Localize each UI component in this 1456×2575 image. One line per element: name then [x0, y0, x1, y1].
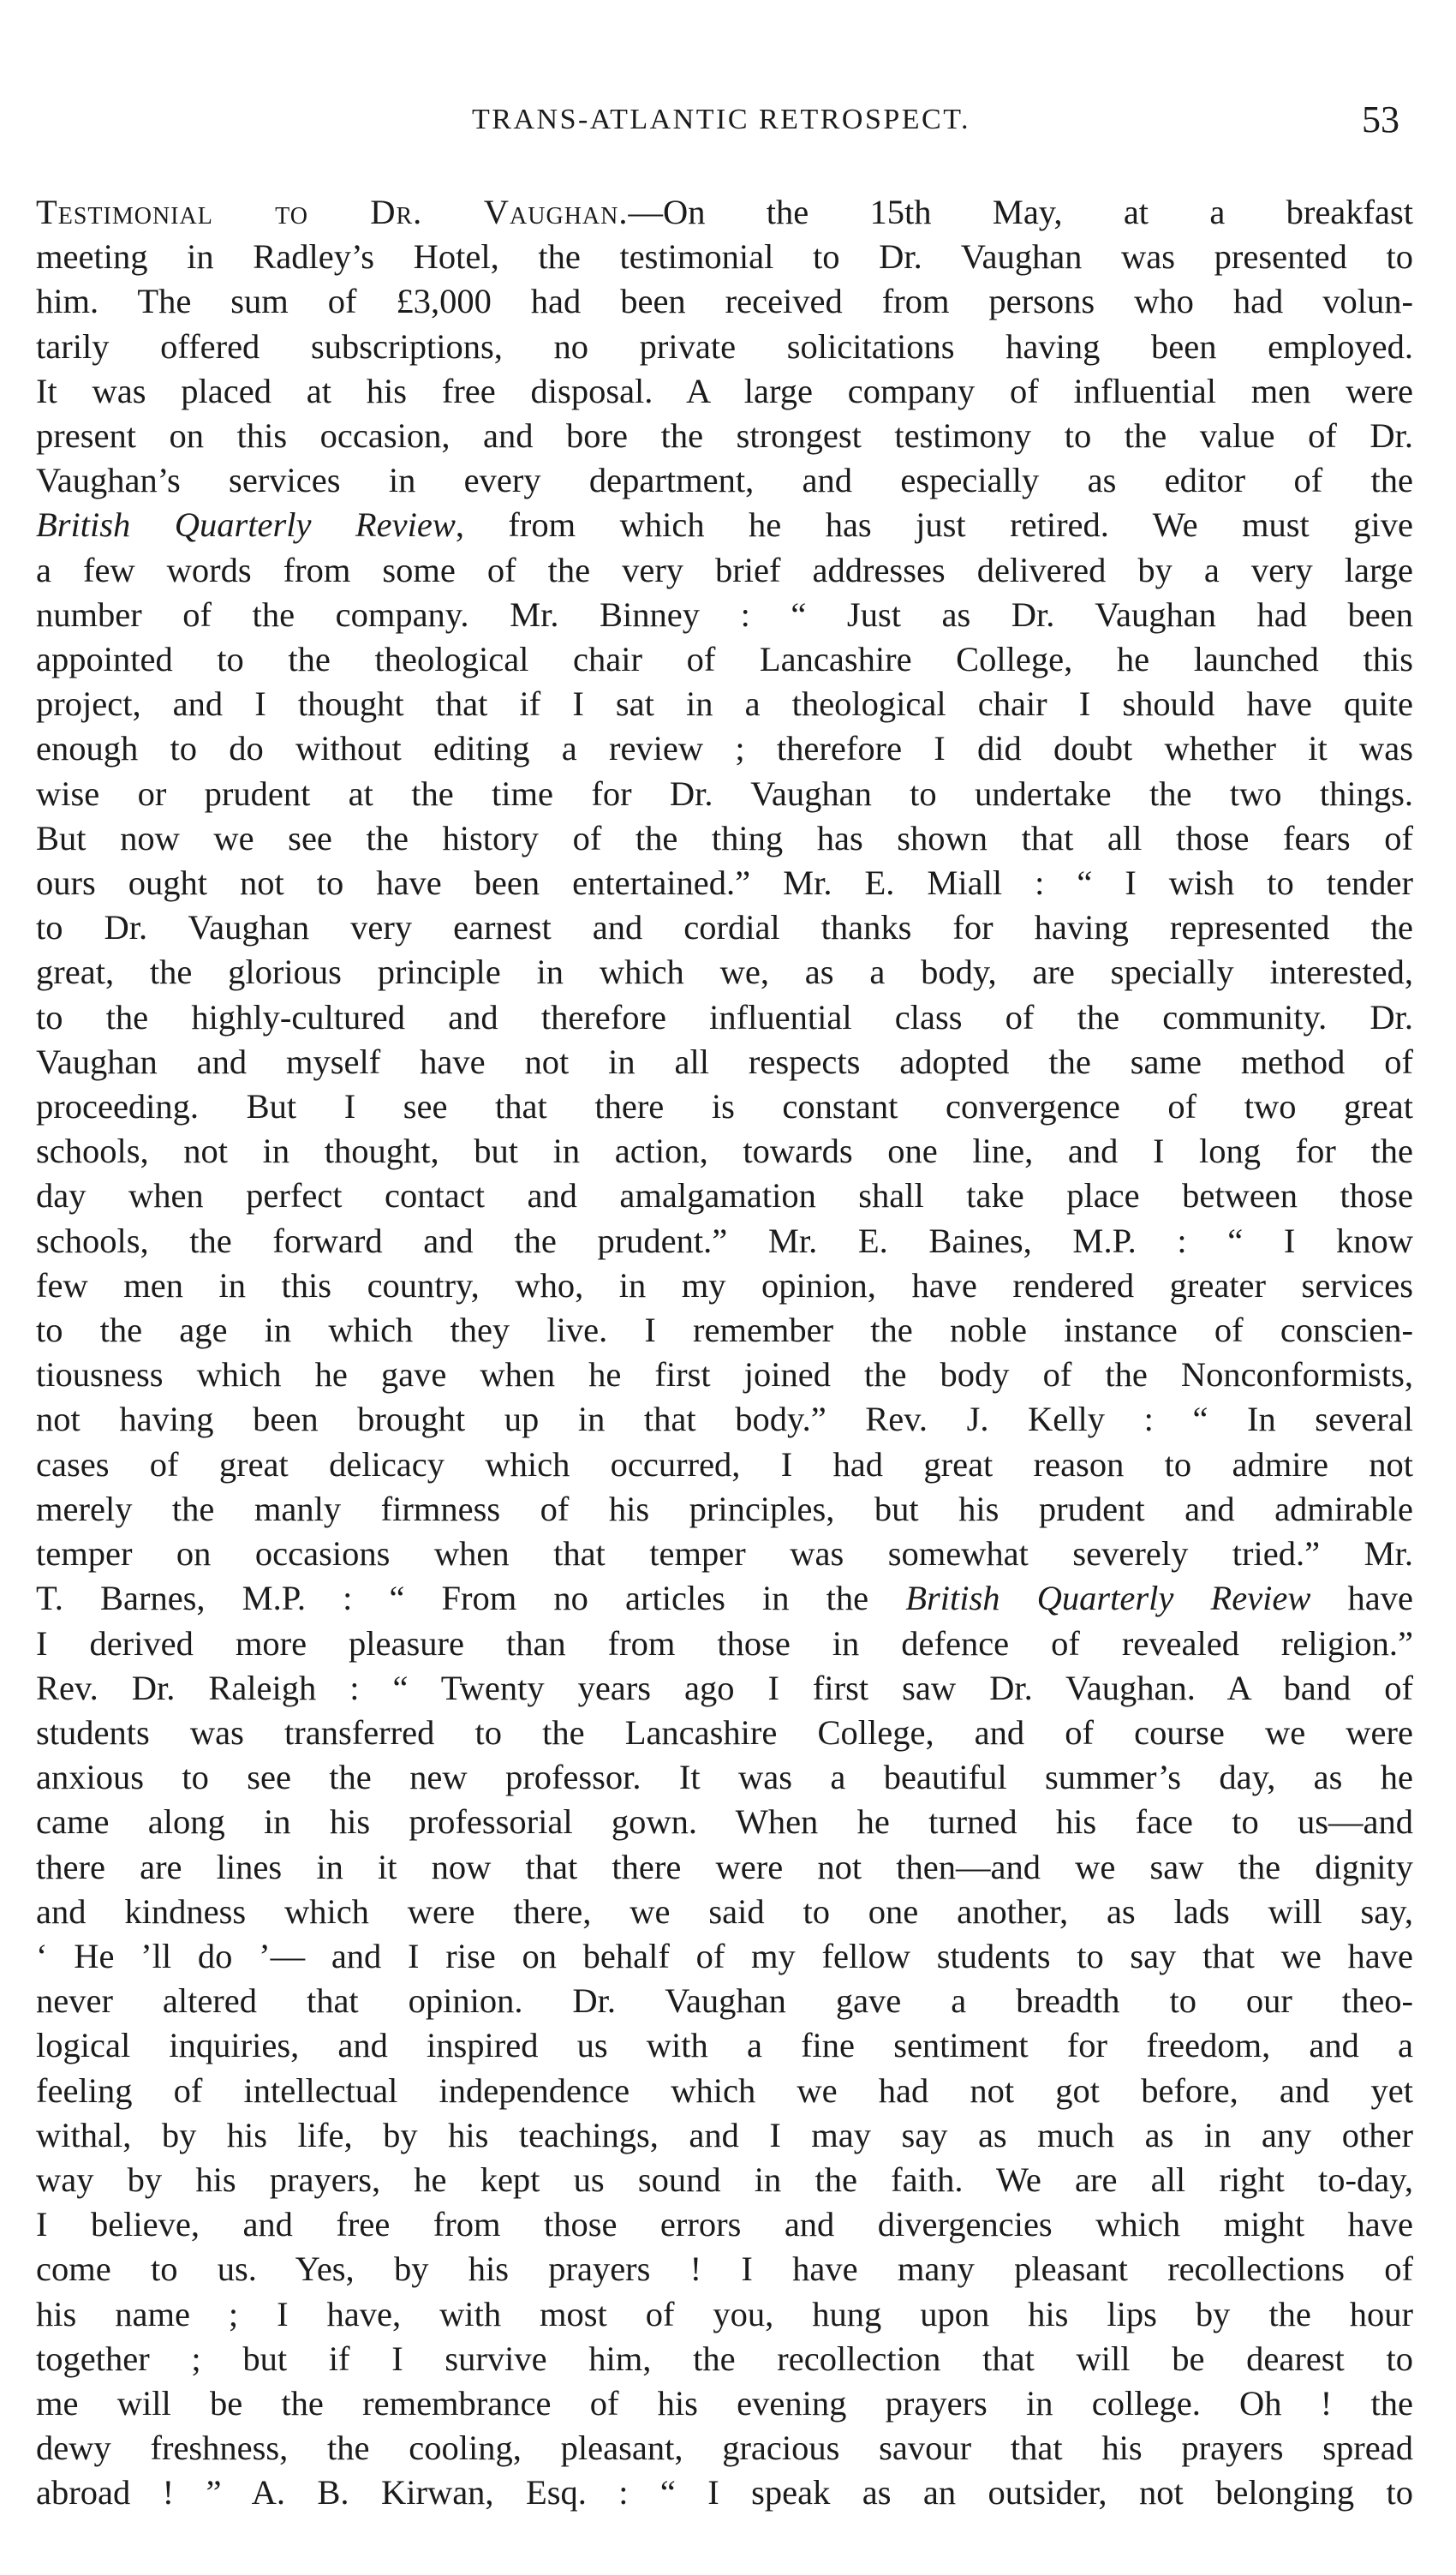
text-line: to the age in which they live. I remember the noble instance of conscien- [36, 1311, 1413, 1350]
page-number: 53 [1362, 99, 1399, 140]
text-line: tarily offered subscriptions, no private solicitations having been employed. [36, 326, 1413, 366]
text-line: ours ought not to have been entertained.” Mr. E. Miall : “ I wish to tender [36, 863, 1413, 903]
text-line: Rev. Dr. Raleigh : “ Twenty years ago I first saw Dr. Vaughan. A band of [36, 1668, 1413, 1707]
text-line: temper on occasions when that temper was somewhat severely tried.” Mr. [36, 1534, 1413, 1574]
text-line: me will be the remembrance of his evening prayers in college. Oh ! the [36, 2383, 1413, 2423]
text-line: dewy freshness, the cooling, pleasant, gracious savour that his prayers spread [36, 2429, 1413, 2468]
text-line: him. The sum of £3,000 had been received from persons who had volun- [36, 282, 1413, 321]
text-line: there are lines in it now that there were not then—and we saw the dignity [36, 1847, 1413, 1886]
text-line: ‘ He ’ll do ’— and I rise on behalf of my fellow students to say that we have [36, 1936, 1413, 1975]
text-line: day when perfect contact and amalgamation shall take place between those [36, 1176, 1413, 1216]
text-line: project, and I thought that if I sat in a theological chair I should have quite [36, 684, 1413, 724]
text-line: logical inquiries, and inspired us with a fine sentiment for freedom, and a [36, 2026, 1413, 2065]
text-line: abroad ! ” A. B. Kirwan, Esq. : “ I speak as an outsider, not belonging to [36, 2473, 1413, 2512]
text-line: I derived more pleasure than from those in defence of revealed religion.” [36, 1623, 1413, 1663]
text-line: not having been brought up in that body.” Rev. J. Kelly : “ In several [36, 1400, 1413, 1439]
section-heading: Testimonial to Dr. Vaughan. [36, 193, 629, 231]
text-line: merely the manly firmness of his principles, but his prudent and admirable [36, 1489, 1413, 1528]
text-line: few men in this country, who, in my opinion, have rendered greater services [36, 1265, 1413, 1305]
review-title-italic: British Quarterly Review [905, 1579, 1311, 1618]
running-title: TRANS-ATLANTIC RETROSPECT. [472, 104, 970, 135]
text-line: and kindness which were there, we said to one another, as lads will say, [36, 1891, 1413, 1931]
text-line [36, 503, 1413, 547]
text-line: great, the glorious principle in which we, as a body, are specially interested, [36, 953, 1413, 992]
text-line: to the highly-cultured and therefore influential class of the community. Dr. [36, 997, 1413, 1037]
text-line: withal, by his life, by his teachings, and I may say as much as in any other [36, 2115, 1413, 2154]
text-line [36, 1576, 1413, 1621]
text-line: to Dr. Vaughan very earnest and cordial thanks for having represented the [36, 908, 1413, 947]
text-line: cases of great delicacy which occurred, I had great reason to admire not [36, 1444, 1413, 1484]
running-head [36, 94, 1406, 146]
text-line: anxious to see the new professor. It was a beautiful summer’s day, as he [36, 1758, 1413, 1797]
text-line: never altered that opinion. Dr. Vaughan gave a breadth to our theo- [36, 1981, 1413, 2021]
text-line-8-rest: , from which he has just retired. We must give [455, 505, 1413, 545]
text-line: a few words from some of the very brief addresses delivered by a very large [36, 550, 1413, 589]
text-line: schools, not in thought, but in action, towards one line, and I long for the [36, 1132, 1413, 1171]
text-line: proceeding. But I see that there is constant convergence of two great [36, 1087, 1413, 1126]
text-line: students was transferred to the Lancashire College, and of course we were [36, 1712, 1413, 1752]
text-line: I believe, and free from those errors and divergencies which might have [36, 2205, 1413, 2244]
text-line: number of the company. Mr. Binney : “ Just as Dr. Vaughan had been [36, 594, 1413, 634]
text-line: meeting in Radley’s Hotel, the testimonial to Dr. Vaughan was presented to [36, 237, 1413, 277]
text-line: come to us. Yes, by his prayers ! I have many pleasant recollections of [36, 2249, 1413, 2289]
text-line [36, 190, 1413, 235]
text-line: Vaughan’s services in every department, and especially as editor of the [36, 461, 1413, 500]
text-line-1: On the 15th May, at a breakfast [663, 193, 1413, 231]
text-line: Vaughan and myself have not in all respects adopted the same method of [36, 1042, 1413, 1081]
text-line: present on this occasion, and bore the strongest testimony to the value of Dr. [36, 416, 1413, 456]
text-line: wise or prudent at the time for Dr. Vaughan to undertake the two things. [36, 774, 1413, 813]
review-title-italic: British Quarterly Review [36, 505, 456, 545]
text-line: It was placed at his free disposal. A large company of influential men were [36, 371, 1413, 410]
text-line: schools, the forward and the prudent.” Mr. E. Baines, M.P. : “ I know [36, 1221, 1413, 1260]
text-line: came along in his professorial gown. When he turned his face to us—and [36, 1802, 1413, 1842]
text-line: appointed to the theological chair of Lancashire College, he launched this [36, 640, 1413, 679]
text-line: his name ; I have, with most of you, hung upon his lips by the hour [36, 2294, 1413, 2333]
text-line-32-suffix: have [1310, 1579, 1413, 1618]
text-line: tiousness which he gave when he first joined the body of the Nonconformists, [36, 1355, 1413, 1395]
heading-dash: — [628, 193, 663, 231]
text-line: enough to do without editing a review ; therefore I did doubt whether it was [36, 729, 1413, 768]
text-line-32-prefix: T. Barnes, M.P. : “ From no articles in the [36, 1579, 906, 1618]
text-line: But now we see the history of the thing has shown that all those fears of [36, 818, 1413, 857]
article-body [36, 190, 1413, 2516]
text-line: together ; but if I survive him, the recollection that will be dearest to [36, 2339, 1413, 2378]
text-line: feeling of intellectual independence which we had not got before, and yet [36, 2070, 1413, 2110]
text-line: way by his prayers, he kept us sound in the faith. We are all right to-day, [36, 2160, 1413, 2199]
